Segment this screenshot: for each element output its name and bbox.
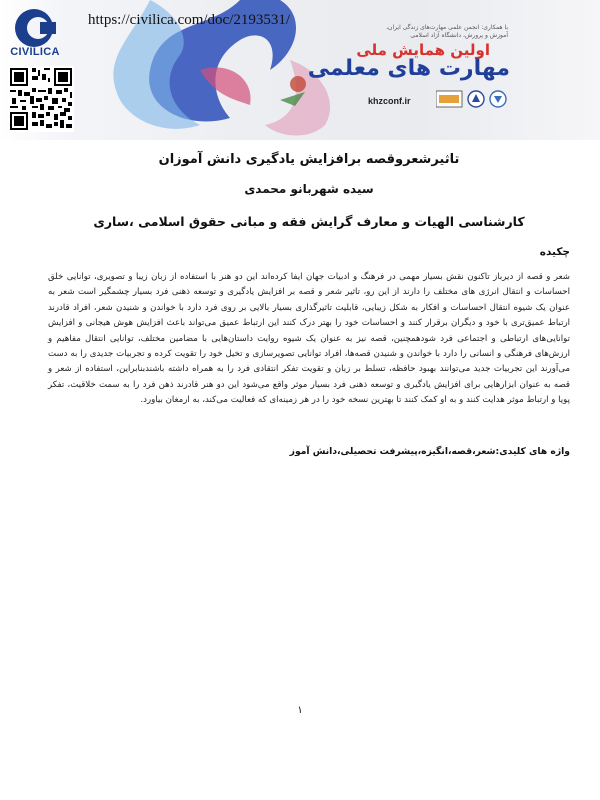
conference-title-line1: اولین همایش ملی <box>356 41 490 59</box>
conference-banner <box>0 0 600 140</box>
paper-affiliation: کارشناسی الهیات و معارف گرایش فقه و مبانی حقوق اسلامی ،ساری <box>93 214 525 229</box>
abstract-heading: چکیده <box>539 246 570 258</box>
civilica-label: CIVILICA <box>10 46 60 58</box>
conference-site: khzconf.ir <box>368 96 411 106</box>
keywords: واژه های کلیدی:شعر،قصه،انگیزه،پیشرفت تحصیلی،دانش آموز <box>289 446 570 457</box>
sponsor-logos-icon <box>436 88 516 110</box>
abstract-text: شعر و قصه از دیرباز تاکنون نقش بسیار مهمی در فرهنگ و ادبیات جهان ایفا کرده‌اند این دو هنر با استفاده از زبان زیبا و تصویری، توانایی خلق احساسات و انتقال انرژی های مختلف را دارند از این رو، تاثیر شعر و قصه بر افزایش یادگیری و توسعه ذهنی فرد بسیار چشمگیر است شعر به عنوان یک شیوه انتقال احساسات و افکار به شکل زیبایی، قابلیت تاثیرگذاری بسیار بالایی بر روی فرد دارد با خواندن و شنیدن شعر، افراد قادرند ارتباط عمیق‌تری با خود و دیگران برقرار کنند و احساسات خود را بهتر درک کنند این ارتباط عمیق می‌تواند باعث افزایش هوش هیجانی و افزایش توانایی‌های ارتباطی و اجتماعی فرد شودهمچنین، قصه نیز به عنوان یک شیوه روایت داستان‌هایی با مضامین مختلف، توانایی انتقال مفاهیم و ارزش‌های فرهنگی و انسانی را دارد با خواندن و شنیدن قصه‌ها، افراد توانایی تصویرسازی و تخیل خود را تقویت کرده و تجربیات جدیدی را به دست می‌آورند این تجربیات جدید می‌توانند بهبود حافظه، تسلط بر زبان و تقویت تفکر انتقادی فرد را به همراه داشته باشندبنابراین، استفاده از شعر و قصه به عنوان ابزارهایی برای افزایش یادگیری و توسعه ذهنی فرد بسیار موثر واقع می‌شود این دو هنر قادرند ذهن فرد را به سمت خلاقیت، تفکر پویا و ارتباط موثر هدایت کنند و به او کمک کنند تا بهترین نسخه خود را در هر زمینه‌ای که فعالیت می‌کند، به ارمغان بیاورد. <box>48 272 570 406</box>
paper-title: تاثیرشعروقصه برافزایش یادگیری دانش آموزان <box>158 152 460 167</box>
paper-author: سیده شهربانو محمدی <box>244 182 374 196</box>
page-number: ۱ <box>297 705 303 716</box>
conference-title-line2: مهارت های معلمی <box>307 56 510 81</box>
sponsor-text: با همکاری: انجمن علمی مهارت‌های زندگی ایران، آموزش و پرورش، دانشگاه آزاد اسلامی <box>386 24 508 39</box>
qr-code-icon <box>8 66 74 132</box>
source-url-link[interactable]: https://civilica.com/doc/2193531/ <box>88 12 291 28</box>
